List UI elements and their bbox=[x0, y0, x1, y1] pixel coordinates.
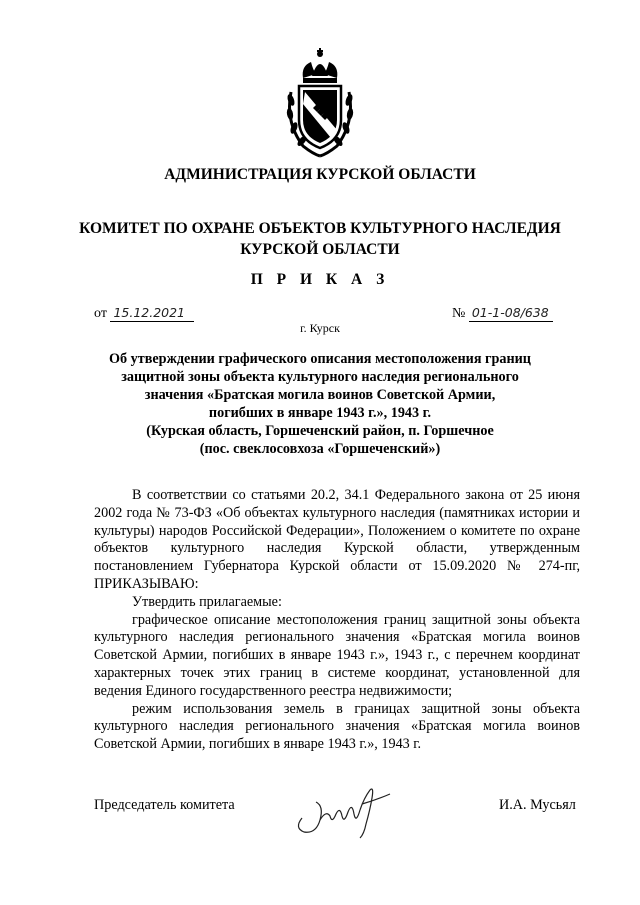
body-paragraph: Утвердить прилагаемые: bbox=[132, 593, 282, 610]
order-body bbox=[94, 487, 580, 754]
number-line bbox=[452, 305, 553, 322]
subject-line: (пос. свеклосовхоза «Горшеченский») bbox=[199, 441, 441, 457]
date-value: 15.12.2021 bbox=[110, 305, 194, 322]
committee-title-line1: КОМИТЕТ ПО ОХРАНЕ ОБЪЕКТОВ КУЛЬТУРНОГО НАСЛЕДИЯ bbox=[79, 220, 561, 237]
committee-title bbox=[60, 218, 580, 260]
order-subject bbox=[100, 350, 540, 458]
number-prefix: № bbox=[452, 306, 466, 321]
committee-title-line2: КУРСКОЙ ОБЛАСТИ bbox=[240, 241, 400, 258]
subject-line: значения «Братская могила воинов Советской Армии, bbox=[144, 387, 496, 403]
body-paragraph: режим использования земель в границах защитной зоны объекта культурного наследия регионального значения «Братская могила воинов Советской Армии, погибших в январе 1943 г.», 1943 г. bbox=[94, 700, 580, 753]
date-line bbox=[94, 305, 194, 322]
subject-line: защитной зоны объекта культурного наследия регионального bbox=[121, 369, 519, 385]
coat-of-arms-icon bbox=[283, 48, 357, 158]
city: г. Курск bbox=[300, 321, 340, 335]
body-paragraph: В соответствии со статьями 20.2, 34.1 Федерального закона от 25 июня 2002 года № 73-ФЗ «Об объектах культурного наследия (памятниках истории и культуры) народов Российской Федерации», Положением о комитете по охране объектов культурного наследия Курской области, утвержденным постановлением Губернатора Курской области от 15.09.2020 № 274-пг, ПРИКАЗЫВАЮ: bbox=[94, 487, 580, 592]
signatory-name: И.А. Мусьял bbox=[499, 797, 576, 813]
number-value: 01-1-08/638 bbox=[469, 305, 553, 322]
subject-line: Об утверждении графического описания местоположения границ bbox=[108, 351, 531, 367]
signature-image bbox=[290, 780, 400, 840]
document-type: П Р И К А З bbox=[250, 271, 390, 288]
signatory-position: Председатель комитета bbox=[94, 797, 235, 813]
administration-title: АДМИНИСТРАЦИЯ КУРСКОЙ ОБЛАСТИ bbox=[164, 166, 476, 183]
body-paragraph: графическое описание местоположения границ защитной зоны объекта культурного наследия регионального значения «Братская могила воинов Советской Армии, погибших в январе 1943 г.», 1943 г., с перечнем координат характерных точек этих границ в системе координат, установленной для ведения Единого государственного реестра недвижимости; bbox=[94, 611, 580, 699]
subject-line: (Курская область, Горшеченский район, п. Горшечное bbox=[146, 423, 494, 439]
date-prefix: от bbox=[94, 306, 107, 321]
subject-line: погибших в январе 1943 г.», 1943 г. bbox=[208, 405, 432, 421]
